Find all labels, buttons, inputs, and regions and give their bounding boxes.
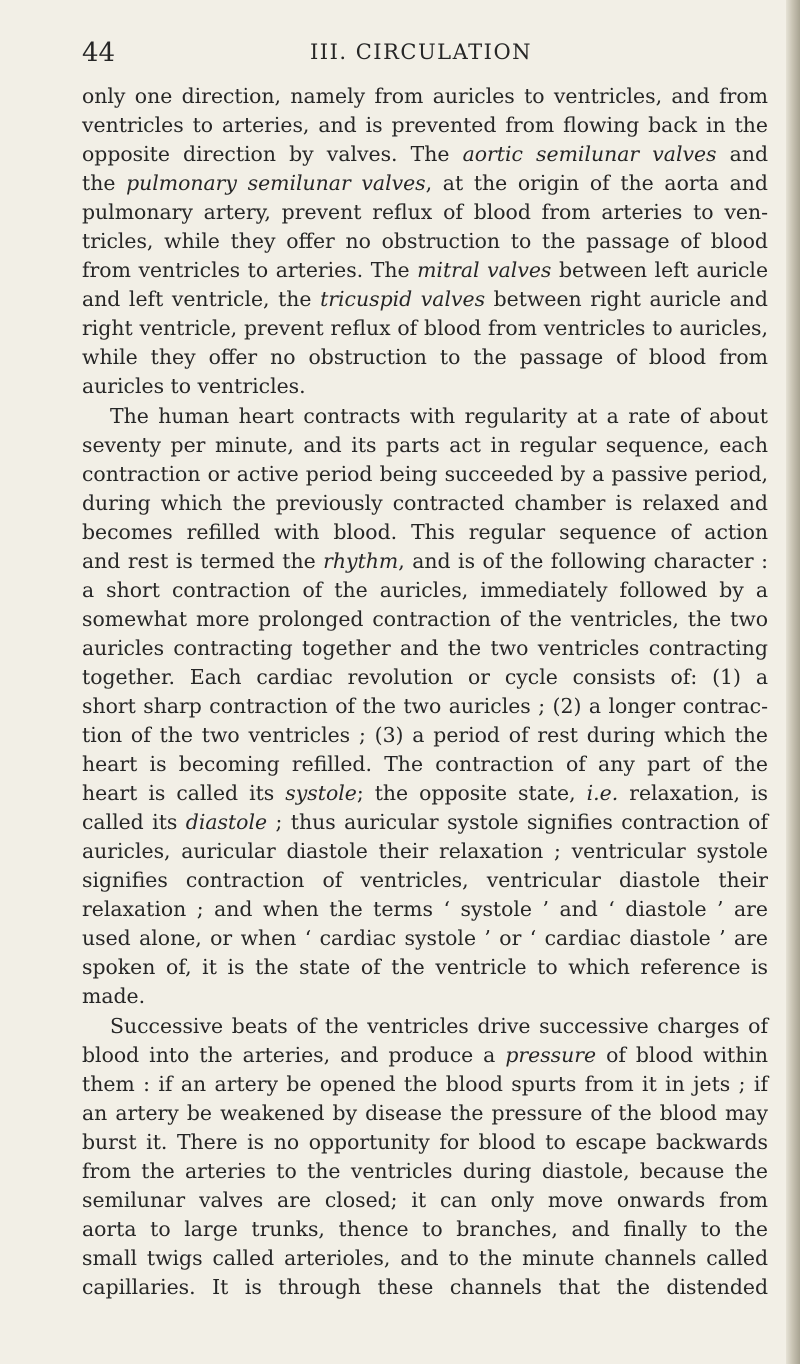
text-line: signifies contraction of ventricles, ventricular diastole their bbox=[82, 868, 768, 893]
term-pulmonary-semilunar-valves: pulmonary semilunar valves bbox=[126, 171, 426, 196]
text-line: blood into the arteries, and produce a pressure of blood within bbox=[82, 1042, 769, 1067]
text-line: the pulmonary semilunar valves, at the origin of the aorta and bbox=[82, 171, 768, 196]
text-line: together. Each cardiac revolution or cycle consists of: (1) a bbox=[82, 664, 768, 689]
text-line: while they offer no obstruction to the passage of blood from bbox=[82, 345, 768, 370]
text-line: heart is becoming refilled. The contraction of any part of the bbox=[82, 752, 768, 777]
body-text bbox=[82, 82, 768, 1302]
text-line: Successive beats of the ventricles drive successive charges of bbox=[110, 1013, 768, 1038]
term-rhythm: rhythm bbox=[323, 548, 399, 573]
text-line: becomes refilled with blood. This regular sequence of action bbox=[82, 519, 768, 544]
text-line: called its diastole ; thus auricular systole signifies contraction of bbox=[82, 810, 768, 835]
page-number: 44 bbox=[82, 38, 116, 68]
text-line: auricles contracting together and the two ventricles contracting bbox=[82, 635, 768, 660]
text-line: a short contraction of the auricles, immediately followed by a bbox=[82, 577, 768, 602]
text-line: aorta to large trunks, thence to branches, and finally to the bbox=[82, 1216, 768, 1241]
term-aortic-semilunar-valves: aortic semilunar valves bbox=[462, 142, 717, 167]
text-line: semilunar valves are closed; it can only move onwards from bbox=[82, 1187, 768, 1212]
text-line: contraction or active period being succeeded by a passive period, bbox=[82, 461, 768, 486]
text-line: spoken of, it is the state of the ventricle to which reference is bbox=[82, 955, 768, 980]
text-line: ventricles to arteries, and is prevented from flowing back in the bbox=[82, 113, 768, 138]
term-systole: systole bbox=[285, 781, 357, 806]
text-line: burst it. There is no opportunity for blood to escape backwards bbox=[82, 1129, 768, 1154]
text-line: pulmonary artery, prevent reflux of blood from arteries to ven- bbox=[82, 200, 768, 225]
text-line: small twigs called arterioles, and to the minute channels called bbox=[82, 1245, 768, 1270]
text-line: from the arteries to the ventricles during diastole, because the bbox=[82, 1158, 768, 1183]
text-line: and rest is termed the rhythm, and is of the following character : bbox=[82, 548, 768, 573]
term-mitral-valves: mitral valves bbox=[417, 258, 552, 283]
text-line: right ventricle, prevent reflux of blood from ventricles to auricles, bbox=[82, 316, 768, 341]
text-line: capillaries. It is through these channels that the distended bbox=[82, 1274, 768, 1299]
text-line: relaxation ; and when the terms ‘ systole ’ and ‘ diastole ’ are bbox=[82, 897, 768, 922]
text-line: opposite direction by valves. The aortic semilunar valves and bbox=[82, 142, 769, 167]
text-line: and left ventricle, the tricuspid valves between right auricle and bbox=[82, 287, 768, 312]
text-line: short sharp contraction of the two auricles ; (2) a longer contrac- bbox=[82, 693, 768, 718]
text-line: heart is called its systole; the opposite state, i.e. relaxation, is bbox=[82, 781, 768, 806]
text-line: made. bbox=[82, 984, 146, 1009]
text-line: used alone, or when ‘ cardiac systole ’ or ‘ cardiac diastole ’ are bbox=[82, 926, 768, 951]
text-line: from ventricles to arteries. The mitral valves between left auricle bbox=[82, 258, 769, 283]
text-line: tion of the two ventricles ; (3) a period of rest during which the bbox=[82, 723, 768, 748]
page-edge-shadow bbox=[786, 0, 800, 1364]
text-line: seventy per minute, and its parts act in regular sequence, each bbox=[82, 432, 768, 457]
text-line: only one direction, namely from auricles to ventricles, and from bbox=[82, 84, 768, 108]
text-line: The human heart contracts with regularity at a rate of about bbox=[110, 403, 768, 428]
term-ie: i.e. bbox=[586, 781, 619, 806]
text-line: tricles, while they offer no obstruction to the passage of blood bbox=[82, 229, 768, 254]
text-line: somewhat more prolonged contraction of the ventricles, the two bbox=[82, 606, 768, 631]
text-line: during which the previously contracted chamber is relaxed and bbox=[82, 490, 768, 515]
term-tricuspid-valves: tricuspid valves bbox=[320, 287, 486, 312]
term-pressure: pressure bbox=[505, 1042, 597, 1067]
term-diastole: diastole bbox=[185, 810, 268, 835]
text-line: an artery be weakened by disease the pressure of the blood may bbox=[82, 1100, 768, 1125]
text-line: auricles to ventricles. bbox=[82, 374, 306, 399]
page-header bbox=[82, 38, 762, 72]
text-line: them : if an artery be opened the blood spurts from it in jets ; if bbox=[82, 1071, 768, 1096]
running-head: III. CIRCULATION bbox=[310, 40, 533, 64]
text-line: auricles, auricular diastole their relaxation ; ventricular systole bbox=[82, 839, 768, 864]
